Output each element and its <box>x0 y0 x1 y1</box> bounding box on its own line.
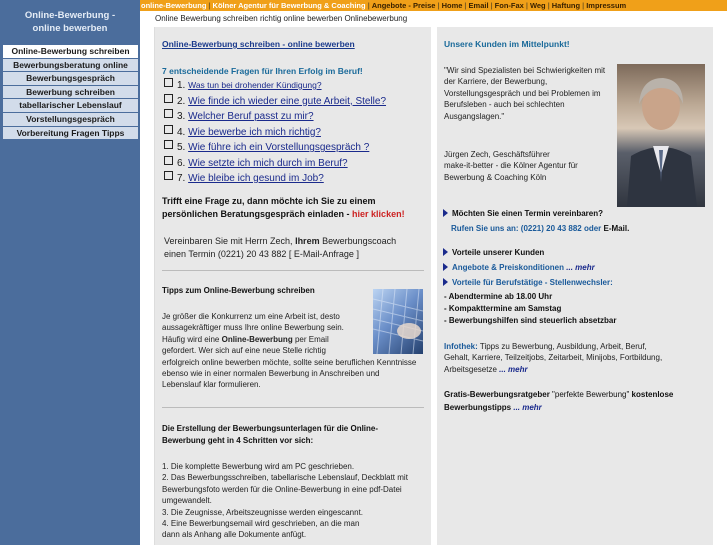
arrow-right-icon <box>443 263 448 271</box>
call-text-end: . <box>627 224 630 233</box>
checkbox-icon <box>164 171 173 180</box>
step-line: dann als Anhang alle Dokumente anfügt. <box>162 530 307 540</box>
tips-line <box>162 334 416 345</box>
benefits-list <box>444 291 616 327</box>
question-link-2[interactable]: Wie finde ich wieder eine gute Arbeit, Stelle? <box>188 95 387 107</box>
quote-line: Vorstellungsgespräch und bei Problemen im <box>444 88 601 98</box>
question-link-3[interactable]: Welcher Beruf passt zu mir? <box>188 111 314 122</box>
consultation-text: persönlichen Beratungsgespräch einladen - <box>162 209 353 219</box>
quote-line: Ausgangslagen." <box>444 111 505 121</box>
topnav-separator: | <box>547 1 550 10</box>
tips-text-segment: Häufig wird eine <box>162 334 222 344</box>
nav-item-bewerbungsgespraech[interactable]: Bewerbungsgespräch <box>3 72 138 86</box>
more-link[interactable]: ... mehr <box>499 364 528 374</box>
ratgeber <box>444 389 673 414</box>
steps-heading-line: Bewerbung geht in 4 Schritten vor sich: <box>162 436 314 445</box>
site-logo[interactable] <box>0 9 140 35</box>
topnav-email[interactable]: Email <box>468 1 489 10</box>
question-number: 4. <box>177 126 186 138</box>
topnav-angebote-preise[interactable]: Angebote - Preise <box>371 1 436 10</box>
question-item-2 <box>164 94 386 110</box>
question-number: 6. <box>177 157 186 169</box>
infothek-text: Arbeitsgesetze <box>444 364 500 374</box>
main-content-right <box>437 27 713 545</box>
question-item-4 <box>164 125 386 141</box>
ratgeber-line <box>444 389 673 402</box>
appointment-line-1 <box>164 235 396 248</box>
appointment-question-text: Möchten Sie einen Termin vereinbaren? <box>452 209 603 218</box>
topnav-weg[interactable]: Weg <box>529 1 546 10</box>
topnav-impressum[interactable]: Impressum <box>586 1 627 10</box>
question-item-6 <box>164 156 386 172</box>
more-link[interactable]: ... mehr <box>566 263 595 272</box>
logo-line-1: Online-Bewerbung - <box>24 10 116 21</box>
topnav-home[interactable]: Home <box>441 1 463 10</box>
steps-list <box>162 461 408 541</box>
signature-line: Bewerbung & Coaching Köln <box>444 172 547 182</box>
topnav-separator: | <box>367 1 370 10</box>
question-item-7 <box>164 171 386 187</box>
appointment-emphasis: Ihrem <box>295 236 320 246</box>
signature-line: Jürgen Zech, Geschäftsführer <box>444 150 550 159</box>
appointment-info <box>164 235 396 260</box>
question-item-1 <box>164 78 386 94</box>
question-item-5 <box>164 140 386 156</box>
question-link-4[interactable]: Wie bewerbe ich mich richtig? <box>188 126 321 138</box>
question-link-5[interactable]: Wie führe ich ein Vorstellungsgespräch ? <box>188 142 370 153</box>
topnav-fon-fax[interactable]: Fon-Fax <box>494 1 524 10</box>
infothek-label[interactable]: Infothek: <box>444 342 478 351</box>
infothek-line <box>444 341 662 352</box>
topnav-haftung[interactable]: Haftung <box>551 1 581 10</box>
nav-item-vorbereitung-fragen-tipps[interactable]: Vorbereitung Fragen Tipps <box>3 127 138 141</box>
question-number: 7. <box>177 173 186 184</box>
infothek-line: Gehalt, Karriere, Teilzeitjobs, Zeitarbeit, Minijobs, Fortbildung, <box>444 353 663 363</box>
question-number: 5. <box>177 142 186 153</box>
berufstaetige-item[interactable] <box>443 278 613 287</box>
tips-line: gefordert. Wer sich auf eine neue Stelle richtig <box>162 346 326 356</box>
tips-text-segment: per Email <box>292 334 329 344</box>
topnav-separator: | <box>208 1 211 10</box>
customer-quote <box>444 65 605 122</box>
berufstaetige-label: Vorteile für Berufstätige - Stellenwechsler: <box>452 278 613 287</box>
right-title: Unsere Kunden im Mittelpunkt! <box>444 39 570 49</box>
ratgeber-text: Bewerbungstipps <box>444 402 514 412</box>
tips-text <box>162 311 416 391</box>
step-line: 4. Eine Bewerbungsemail wird geschrieben, an die man <box>162 519 360 529</box>
checkbox-icon <box>164 125 173 134</box>
nav-item-lebenslauf[interactable]: tabellarischer Lebenslauf <box>3 99 138 113</box>
questions-list <box>164 78 386 187</box>
angebote-label: Angebote & Preiskonditionen <box>452 263 565 272</box>
step-line: Bewerbungsfoto werden für die Online-Bewerbung in eine pdf-Datei <box>162 484 402 494</box>
topnav-separator: | <box>582 1 585 10</box>
arrow-right-icon <box>443 209 448 217</box>
appointment-text: Vereinbaren Sie mit Herrn Zech, <box>164 236 296 246</box>
logo-line-2: online bewerben <box>32 23 108 34</box>
topnav-online-bewerbung[interactable]: online-Bewerbung <box>141 1 207 10</box>
tips-line: Lebenslauf klar formulieren. <box>162 380 261 390</box>
top-nav-bar <box>140 0 727 11</box>
arrow-right-icon <box>443 248 448 256</box>
step-line: 1. Die komplette Bewerbung wird am PC geschrieben. <box>162 462 355 471</box>
tips-line: erfolgreich online bewerben möchte, sollte seine beruflichen Kenntnisse <box>162 357 417 367</box>
step-line: umgewandelt. <box>162 496 212 506</box>
benefit-item: - Kompakttermine am Samstag <box>444 304 562 313</box>
angebote-item[interactable] <box>443 263 595 272</box>
checkbox-icon <box>164 156 173 165</box>
consultation-line-1: Trifft eine Frage zu, dann möchte ich Sie zu einem <box>162 196 376 206</box>
checkbox-icon <box>164 78 173 87</box>
vorteile-label: Vorteile unserer Kunden <box>452 248 545 257</box>
tips-line: Je größer die Konkurrenz um eine Arbeit ist, desto <box>162 312 340 321</box>
tips-line: ebenso wie in einer normalen Bewerbung in Anschreiben und <box>162 369 380 379</box>
email-request-link[interactable]: E-Mail-Anfrage <box>293 248 354 259</box>
nav-item-bewerbung-schreiben[interactable]: Bewerbung schreiben <box>3 86 138 100</box>
topnav-separator: | <box>464 1 467 10</box>
benefit-item: - Abendtermine ab 18.00 Uhr <box>444 292 553 301</box>
topnav-separator: | <box>437 1 440 10</box>
question-number: 1. <box>177 80 186 91</box>
quote-line: "Wir sind Spezialisten bei Schwierigkeiten mit <box>444 66 606 75</box>
appointment-line-2 <box>164 248 396 261</box>
checkbox-icon <box>164 140 173 149</box>
divider <box>162 407 424 408</box>
question-number: 3. <box>177 111 186 122</box>
sidebar <box>0 0 140 545</box>
tips-heading: Tipps zum Online-Bewerbung schreiben <box>162 286 315 295</box>
appointment-text: Bewerbungscoach <box>319 236 397 246</box>
appointment-text: ] <box>353 248 359 259</box>
step-line: 2. Das Bewerbungsschreiben, tabellarische Lebenslauf, Deckblatt mit <box>162 473 408 483</box>
nav-item-online-bewerbung-schreiben[interactable]: Online-Bewerbung schreiben <box>3 45 138 59</box>
topnav-separator: | <box>490 1 493 10</box>
ratgeber-title[interactable]: Gratis-Bewerbungsratgeber <box>444 390 550 399</box>
question-number: 2. <box>177 95 186 107</box>
nav-item-bewerbungsberatung-online[interactable]: Bewerbungsberatung online <box>3 59 138 73</box>
portrait-photo <box>617 64 705 207</box>
question-link-1[interactable]: Was tun bei drohender Kündigung? <box>188 80 322 90</box>
divider <box>162 270 424 271</box>
call-info <box>451 224 629 233</box>
ratgeber-text: kostenlose <box>629 390 674 399</box>
ratgeber-line <box>444 402 673 415</box>
benefit-item: - Bewerbungshilfen sind steuerlich absetzbar <box>444 316 617 325</box>
infothek-text: Tipps zu Bewerbung, Ausbildung, Arbeit, Beruf, <box>477 342 647 351</box>
consultation-invite <box>162 195 405 221</box>
consultation-link[interactable]: hier klicken! <box>352 209 405 219</box>
checkbox-icon <box>164 94 173 103</box>
arrow-right-icon <box>443 278 448 286</box>
step-line: 3. Die Zeugnisse, Arbeitszeugnisse werden eingescannt. <box>162 507 364 517</box>
steps-heading-line: Die Erstellung der Bewerbungsunterlagen für die Online- <box>162 424 379 433</box>
steps-heading <box>162 423 378 447</box>
question-link-7[interactable]: Wie bleibe ich gesund im Job? <box>188 173 324 184</box>
more-link[interactable]: ... mehr <box>513 402 542 412</box>
call-text: Rufen Sie uns an: (0221) 20 43 882 oder <box>451 224 604 233</box>
signature <box>444 149 578 183</box>
checkbox-icon <box>164 109 173 118</box>
quote-line: der Karriere, der Bewerbung, <box>444 77 548 87</box>
left-title-link[interactable]: Online-Bewerbung schreiben - online bewerben <box>162 39 355 49</box>
tips-emphasis: Online-Bewerbung <box>221 334 293 344</box>
topnav-agentur[interactable]: Kölner Agentur für Bewerbung & Coaching <box>212 1 366 10</box>
question-link-6[interactable]: Wie setzte ich mich durch im Beruf? <box>188 157 348 169</box>
quote-line: Berufsleben - auch bei schlechten <box>444 100 565 110</box>
questions-heading: 7 entscheidende Fragen für Ihren Erfolg im Beruf! <box>162 66 363 76</box>
main-content-left <box>154 27 431 545</box>
consultation-line-2 <box>162 208 405 221</box>
vorteile-item[interactable] <box>443 248 544 257</box>
ratgeber-quote: "perfekte Bewerbung" <box>549 390 630 399</box>
tips-line: aussagekräftiger muss Ihre online Bewerbung sein. <box>162 323 344 333</box>
appointment-question <box>443 209 603 218</box>
nav-item-vorstellungsgespraech[interactable]: Vorstellungsgespräch <box>3 113 138 127</box>
question-item-3 <box>164 109 386 125</box>
sidebar-nav <box>3 45 138 140</box>
signature-line: make-it-better - die Kölner Agentur für <box>444 161 578 171</box>
appointment-text: einen Termin (0221) 20 43 882 [ <box>164 248 294 259</box>
contact-email-link[interactable]: E-Mail <box>603 224 628 233</box>
topnav-separator: | <box>525 1 528 10</box>
infothek <box>444 341 662 375</box>
page-subheading: Online Bewerbung schreiben richtig online bewerben Onlinebewerbung <box>155 14 408 23</box>
infothek-line <box>444 364 662 375</box>
